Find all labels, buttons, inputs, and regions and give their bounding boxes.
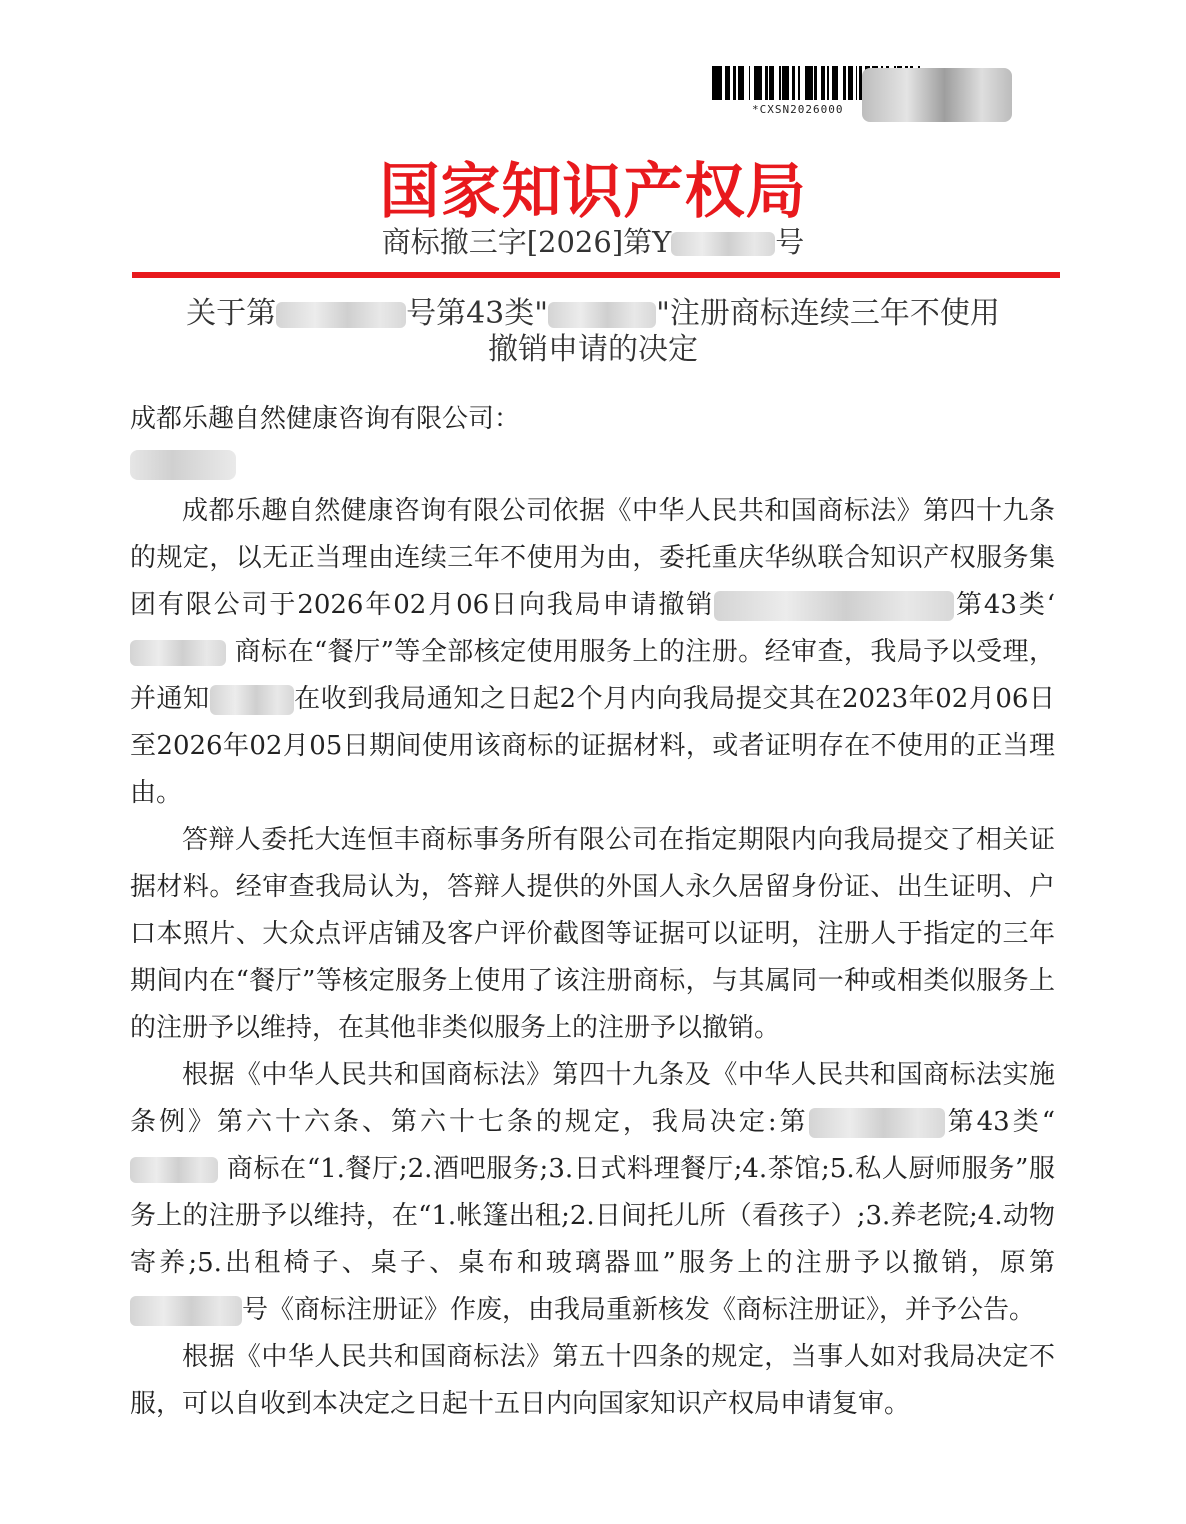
paragraph-text: 第43类“ bbox=[944, 1107, 1055, 1137]
paragraph-review: 答辩人委托大连恒丰商标事务所有限公司在指定期限内向我局提交了相关证据材料。经审查我局认为，答辩人提供的外国人永久居留身份证、出生证明、户口本照片、大众点评店铺及客户评价截图等证据可以证明，注册人于指定的三年期间内在“餐厅”等核定服务上使用了该注册商标，与其属同一种或相类似服务上的注册予以维持，在其他非类似服务上的注册予以撤销。 bbox=[130, 825, 1055, 1043]
title-middle: 号第43类" bbox=[406, 296, 549, 331]
paragraph-text: 根据《中华人民共和国商标法》第四十九条及《中华人民共和国商标法实施条例》第六十六条、第六十七条的规定，我局决定:第 bbox=[130, 1060, 1055, 1137]
redacted-registration-number bbox=[130, 1296, 242, 1326]
paragraph-application bbox=[130, 488, 1055, 817]
document-body bbox=[130, 488, 1055, 1428]
paragraph-appeal: 根据《中华人民共和国商标法》第五十四条的规定，当事人如对我局决定不服，可以自收到本决定之日起十五日内向国家知识产权局申请复审。 bbox=[130, 1342, 1055, 1419]
redacted-line bbox=[130, 450, 236, 480]
decision-title bbox=[140, 296, 1046, 368]
header-divider bbox=[132, 272, 1060, 278]
paragraph-text: 商标在“餐厅”等全部核定使用服务上的注册。经审查，我局予以受理，并通知 bbox=[130, 637, 1056, 714]
barcode-bar bbox=[754, 66, 762, 100]
barcode bbox=[712, 66, 1010, 122]
redacted-respondent bbox=[210, 685, 294, 715]
document-number-prefix: 商标撤三字[2026]第Y bbox=[381, 225, 672, 259]
redacted-trademark-name bbox=[130, 640, 226, 666]
redacted-trademark-name bbox=[130, 1157, 218, 1183]
barcode-bar bbox=[805, 66, 813, 100]
paragraph-text: 商标在“1.餐厅;2.酒吧服务;3.日式料理餐厅;4.茶馆;5.私人厨师服务”服务上的注册予以维持，在“1.帐篷出租;2.日间托儿所（看孩子）;3.养老院;4.动物寄养;5.出租椅子、桌子、桌布和玻璃器皿”服务上的注册予以撤销，原第 bbox=[130, 1154, 1055, 1278]
document-number-suffix: 号 bbox=[775, 225, 805, 259]
title-suffix: "注册商标连续三年不使用 bbox=[656, 296, 1000, 331]
redacted-registration-number bbox=[809, 1108, 945, 1138]
decision-title-line2: 撤销申请的决定 bbox=[488, 332, 698, 367]
document-number bbox=[0, 220, 1186, 261]
redacted-document-number bbox=[671, 232, 775, 256]
redacted-registration-number bbox=[276, 302, 406, 328]
organization-name: 国家知识产权局 bbox=[379, 157, 807, 227]
barcode-text: *CXSN2026000 bbox=[752, 103, 844, 116]
paragraph-decision bbox=[130, 1052, 1055, 1334]
addressee: 成都乐趣自然健康咨询有限公司： bbox=[130, 404, 521, 434]
paragraph-text: 号《商标注册证》作废，由我局重新核发《商标注册证》，并予公告。 bbox=[242, 1295, 1036, 1325]
paragraph-text: 成都乐趣自然健康咨询有限公司依据《中华人民共和国商标法》第四十九条的规定，以无正当理由连续三年不使用为由，委托重庆华纵联合知识产权服务集团有限公司于2026年02月06日向我局申请撤销 bbox=[130, 496, 1055, 620]
redacted-barcode-tail bbox=[862, 68, 1012, 122]
paragraph-text: 第43类‘ bbox=[954, 590, 1055, 620]
redacted-trademark-name bbox=[548, 302, 656, 328]
paragraph-text: 在收到我局通知之日起2个月内向我局提交其在2023年02月06日至2026年02月05日期间使用该商标的证据材料，或者证明存在不使用的正当理由。 bbox=[130, 684, 1055, 808]
decision-title-line1 bbox=[140, 296, 1046, 332]
barcode-bar bbox=[712, 66, 722, 100]
redacted-registrant bbox=[714, 591, 954, 621]
title-prefix: 关于第 bbox=[186, 296, 277, 331]
